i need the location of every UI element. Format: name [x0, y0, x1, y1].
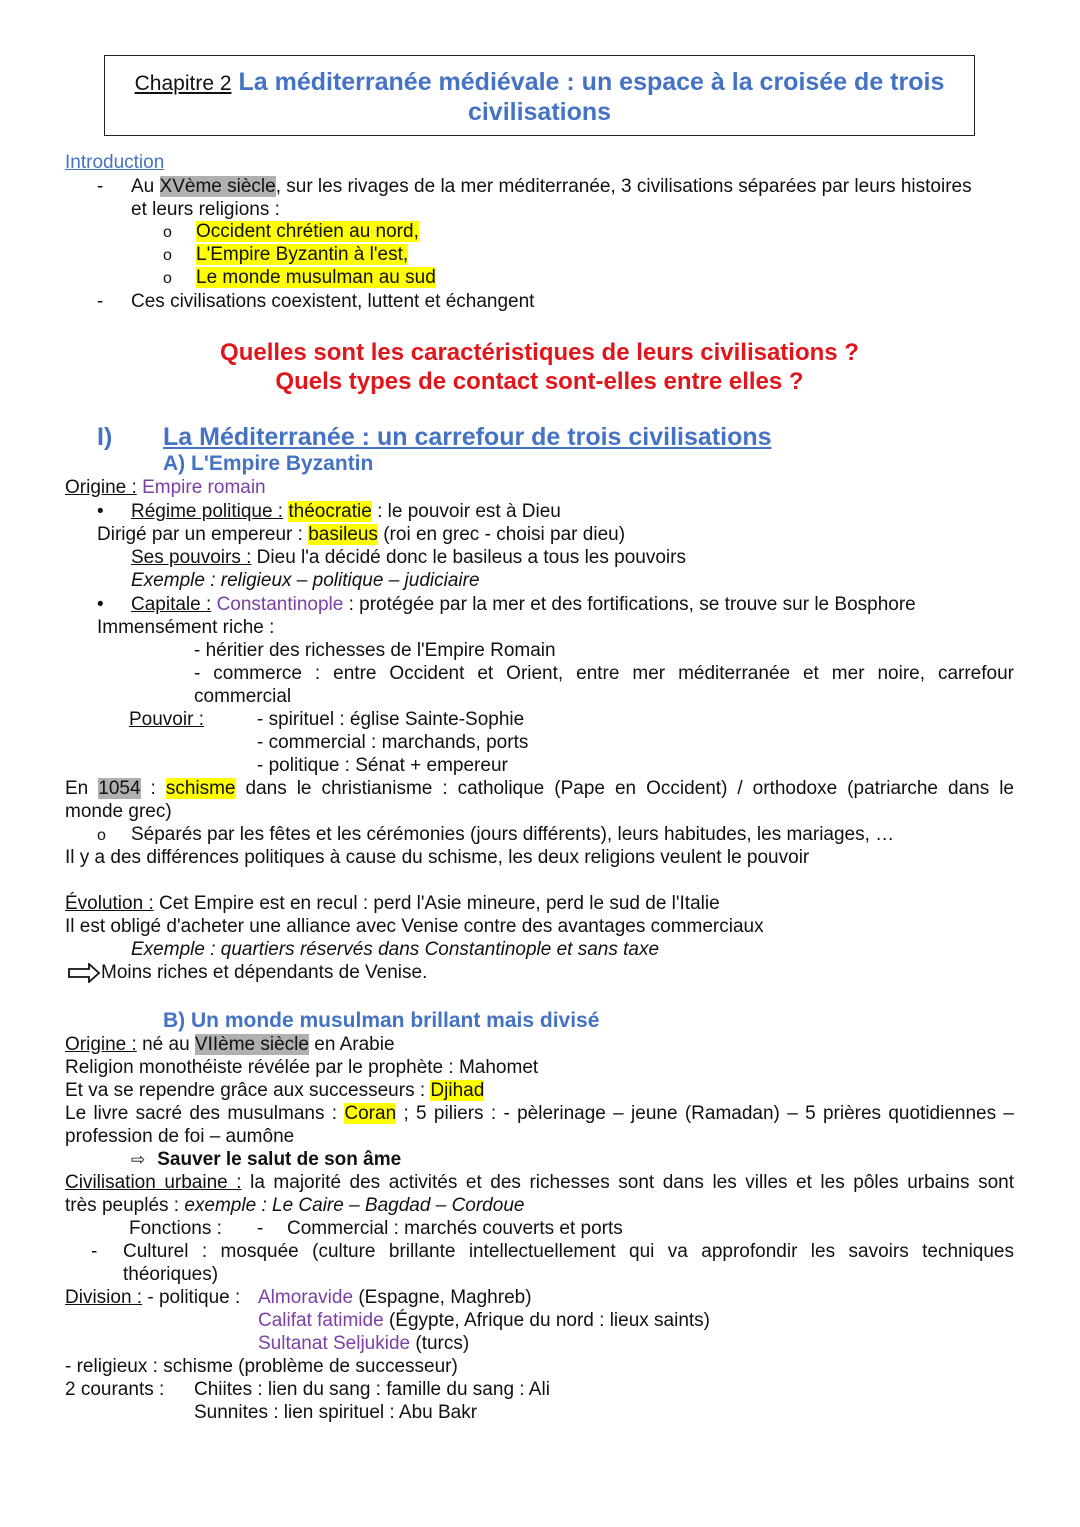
intro-paragraph-1: Au XVème siècle, sur les rivages de la mer méditerranée, 3 civilisations séparées par leurs histoires: [131, 176, 972, 197]
chiites-line: Chiites : lien du sang : famille du sang : Ali: [194, 1379, 550, 1400]
commerce-line: - commerce : entre Occident et Orient, entre mer méditerranée et mer noire, carrefour: [194, 663, 1014, 684]
livre-line: Le livre sacré des musulmans : Coran ; 5 piliers : - pèlerinage – jeune (Ramadan) – 5 prières quotidiennes –: [65, 1103, 1014, 1124]
dash: -: [97, 291, 104, 312]
dash: -: [257, 1218, 264, 1239]
division-line: Division : - politique :: [65, 1287, 241, 1308]
conclusion-line: Moins riches et dépendants de Venise.: [67, 961, 427, 984]
chapter-label: Chapitre 2: [134, 72, 232, 95]
bullet-circle: o: [163, 247, 172, 264]
culturel-line: Culturel : mosquée (culture brillante intellectuellement qui va approfondir les savoirs techniques: [123, 1241, 1014, 1262]
question-1: Quelles sont les caractéristiques de leurs civilisations ?: [220, 339, 859, 366]
right-arrow-icon: [67, 963, 101, 983]
division-item-3: Sultanat Seljukide (turcs): [258, 1333, 470, 1354]
section-b-title: B) Un monde musulman brillant mais divisé: [163, 1009, 600, 1032]
pouvoir-2: - commercial : marchands, ports: [257, 732, 529, 753]
commerce-line-cont: commercial: [194, 686, 292, 707]
chapter-title-line1: [104, 67, 975, 99]
part-title[interactable]: La Méditerranée : un carrefour de trois civilisations: [163, 423, 772, 451]
heritier-line: - héritier des richesses de l'Empire Romain: [194, 640, 556, 661]
bullet-circle: o: [163, 224, 172, 241]
religieux-line: - religieux : schisme (problème de successeur): [65, 1356, 458, 1377]
courants-label: 2 courants :: [65, 1379, 165, 1400]
pouvoir-label: Pouvoir :: [129, 709, 204, 730]
civilisation-line: Civilisation urbaine : la majorité des activités et des richesses sont dans les villes et les pôles urbains sont: [65, 1172, 1014, 1193]
part-number: I): [97, 423, 113, 451]
culturel-line-cont: théoriques): [123, 1264, 219, 1285]
bullet-dot: •: [97, 594, 104, 615]
division-item-2: Califat fatimide (Égypte, Afrique du nord : lieux saints): [258, 1310, 711, 1331]
division-item-1: Almoravide (Espagne, Maghreb): [258, 1287, 532, 1308]
intro-item-3: Le monde musulman au sud: [196, 267, 436, 288]
pouvoir-1: - spirituel : église Sainte-Sophie: [257, 709, 525, 730]
exemple-2: Exemple : quartiers réservés dans Constantinople et sans taxe: [131, 939, 660, 960]
origine-line: Origine : Empire romain: [65, 477, 266, 498]
exemple-1: Exemple : religieux – politique – judiciaire: [131, 570, 480, 591]
religion-line: Religion monothéiste révélée par le prophète : Mahomet: [65, 1057, 539, 1078]
fonctions-1: Commercial : marchés couverts et ports: [287, 1218, 623, 1239]
chapter-title-line2: civilisations: [467, 98, 612, 126]
oblige-line: Il est obligé d'acheter une alliance avec Venise contre des avantages commerciaux: [65, 916, 764, 937]
repandre-line: Et va se rependre grâce aux successeurs : Djihad: [65, 1080, 485, 1101]
dash: -: [97, 176, 104, 197]
intro-item-1: Occident chrétien au nord,: [196, 221, 419, 242]
section-a-title: A) L'Empire Byzantin: [163, 452, 374, 475]
bullet-circle: o: [163, 270, 172, 287]
chapter-title: La méditerranée médiévale : un espace à la croisée de trois: [238, 68, 945, 96]
fonctions-label: Fonctions :: [129, 1218, 222, 1239]
intro-paragraph-2: Ces civilisations coexistent, luttent et échangent: [131, 291, 535, 312]
evolution-line: Évolution : Cet Empire est en recul : perd l'Asie mineure, perd le sud de l'Italie: [65, 893, 720, 914]
origine-b-line: Origine : né au VIIème siècle en Arabie: [65, 1034, 395, 1055]
civilisation-line-cont: très peuplés : exemple : Le Caire – Bagdad – Cordoue: [65, 1195, 525, 1216]
bullet-circle: o: [97, 827, 106, 844]
introduction-heading[interactable]: Introduction: [65, 152, 165, 173]
sunnites-line: Sunnites : lien spirituel : Abu Bakr: [194, 1402, 478, 1423]
pouvoirs-line: Ses pouvoirs : Dieu l'a décidé donc le basileus a tous les pouvoirs: [131, 547, 686, 568]
livre-line-cont: profession de foi – aumône: [65, 1126, 295, 1147]
question-2: Quels types de contact sont-elles entre elles ?: [275, 368, 804, 395]
dash: -: [91, 1241, 98, 1262]
pouvoir-3: - politique : Sénat + empereur: [257, 755, 508, 776]
intro-paragraph-1-cont: et leurs religions :: [131, 199, 280, 220]
sauver-line: ⇨ Sauver le salut de son âme: [131, 1149, 402, 1170]
separes-line: Séparés par les fêtes et les cérémonies (jours différents), leurs habitudes, les mariages, …: [131, 824, 895, 845]
highlight-century: XVème siècle: [159, 176, 276, 197]
schisme-line: En 1054 : schisme dans le christianisme : catholique (Pape en Occident) / orthodoxe (patriarche dans le: [65, 778, 1014, 799]
regime-line: Régime politique : théocratie : le pouvoir est à Dieu: [131, 501, 561, 522]
dirige-line: Dirigé par un empereur : basileus (roi en grec - choisi par dieu): [97, 524, 626, 545]
capitale-line: Capitale : Constantinople : protégée par la mer et des fortifications, se trouve sur le Bosphore: [131, 594, 916, 615]
schisme-line-cont: monde grec): [65, 801, 172, 822]
riche-line: Immensément riche :: [97, 617, 275, 638]
intro-item-2: L'Empire Byzantin à l'est,: [196, 244, 409, 265]
bullet-dot: •: [97, 501, 104, 522]
differences-line: Il y a des différences politiques à cause du schisme, les deux religions veulent le pouvoir: [65, 847, 810, 868]
arrow-icon: ⇨: [131, 1150, 146, 1169]
